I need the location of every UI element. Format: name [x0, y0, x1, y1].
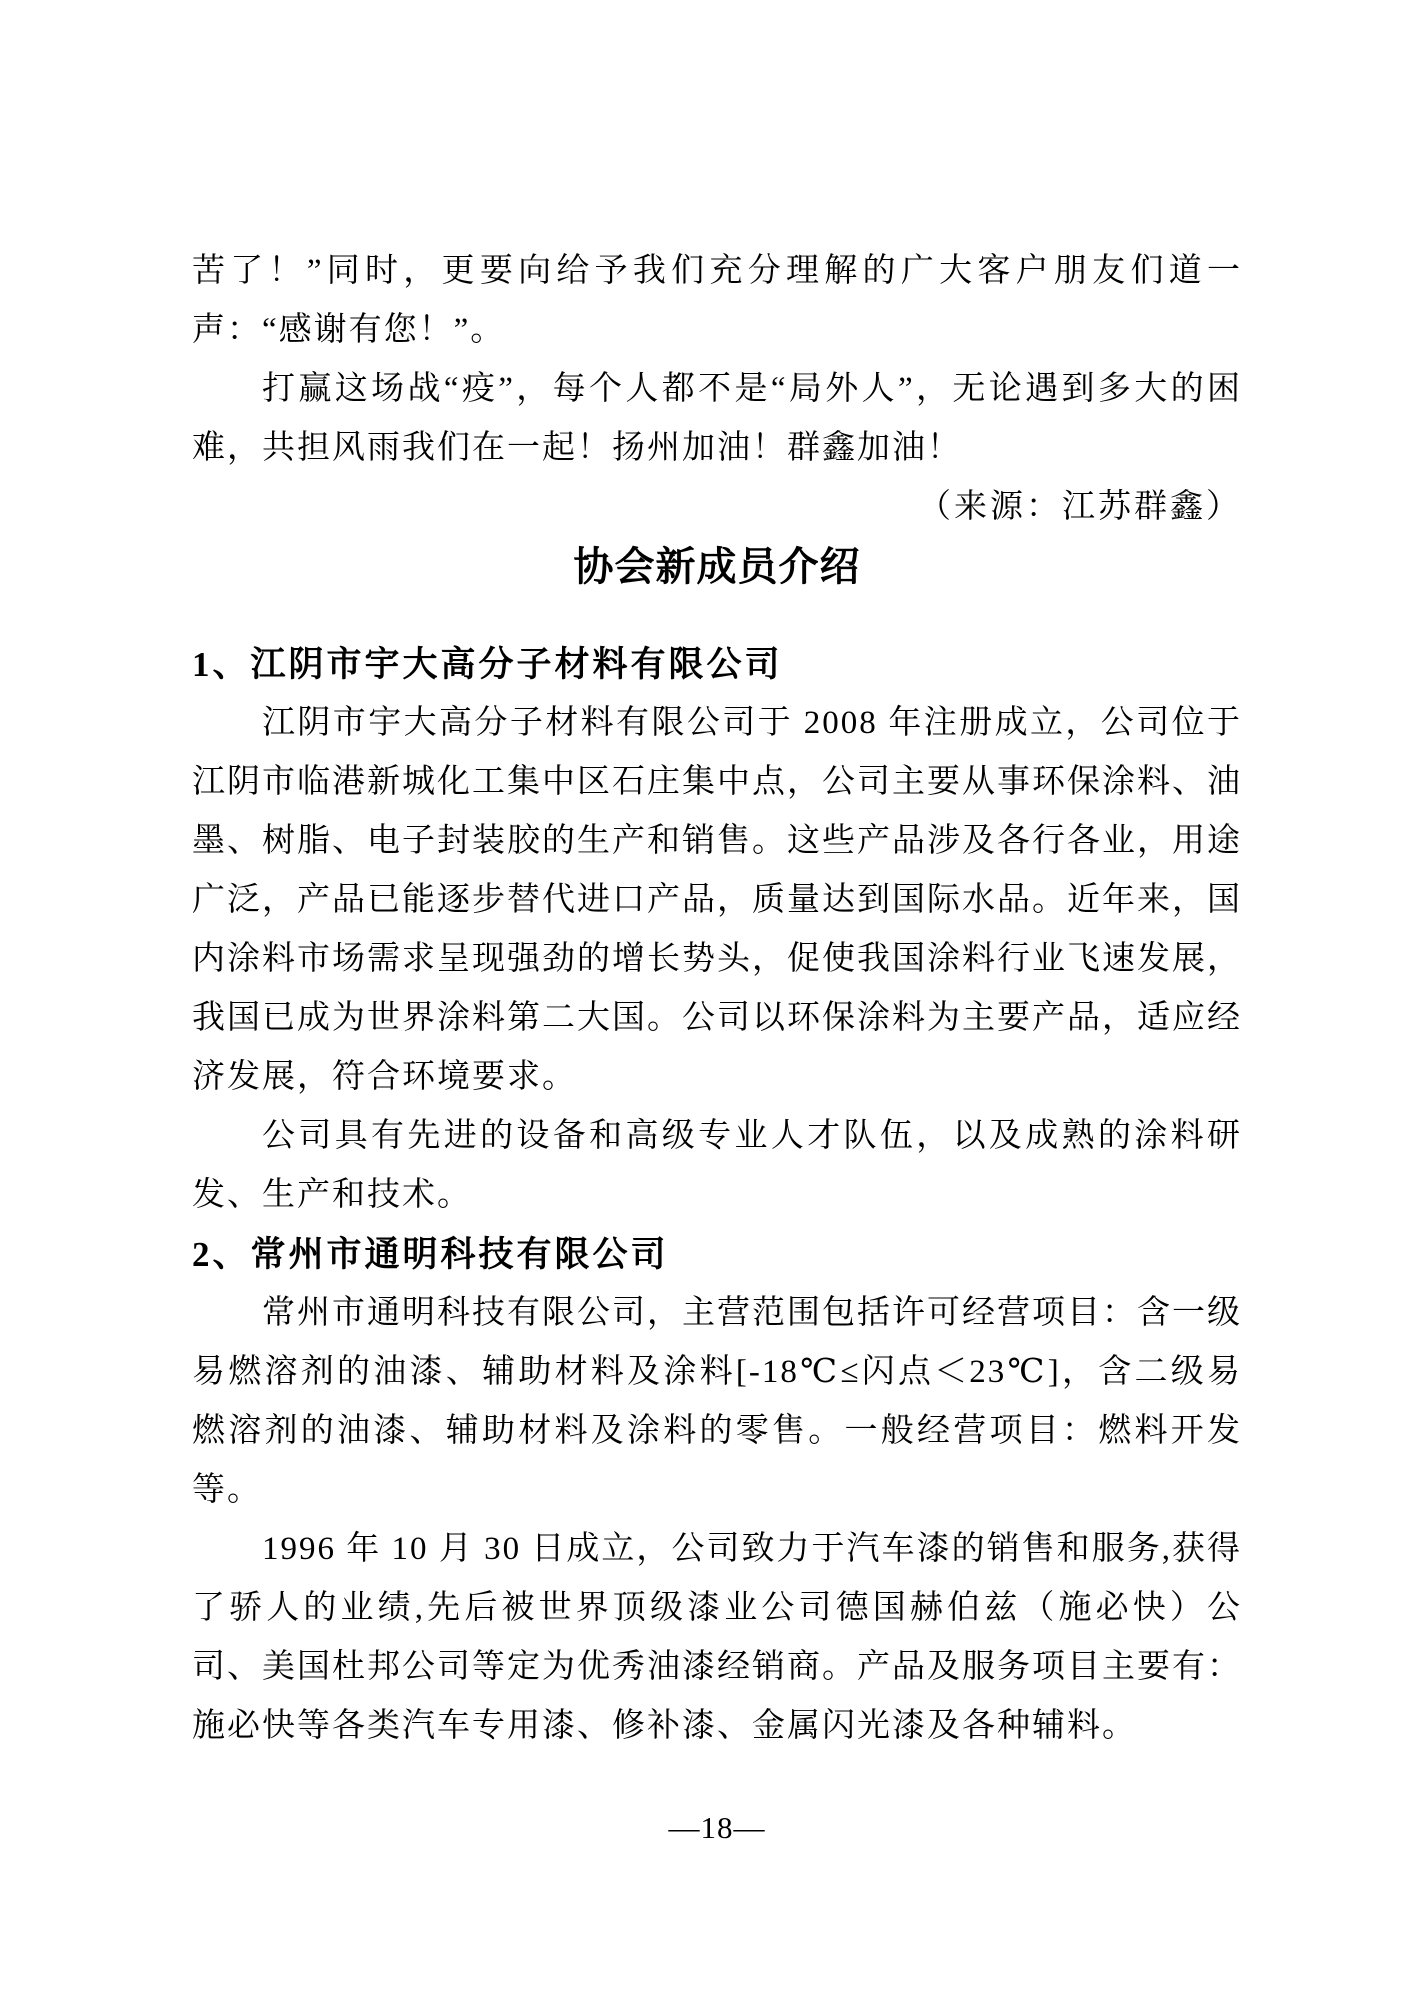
company1-paragraph-2: 公司具有先进的设备和高级专业人才队伍，以及成熟的涂料研发、生产和技术。 [192, 1118, 1242, 1213]
company1-heading: 1、江阴市宇大高分子材料有限公司 [192, 645, 783, 684]
section-title: 协会新成员介绍 [573, 544, 861, 589]
page-number: —18— [668, 1810, 766, 1845]
company2-paragraph-2: 1996 年 10 月 30 日成立，公司致力于汽车漆的销售和服务,获得了骄人的业绩,先后被世界顶级漆业公司德国赫伯兹（施必快）公司、美国杜邦公司等定为优秀油漆经销商。产品及服务项目主要有：施必快等各类汽车专用漆、修补漆、金属闪光漆及各种辅料。 [192, 1531, 1242, 1744]
company2-paragraph-1: 常州市通明科技有限公司，主营范围包括许可经营项目：含一级易燃溶剂的油漆、辅助材料及涂料[-18℃≤闪点＜23℃]，含二级易燃溶剂的油漆、辅助材料及涂料的零售。一般经营项目：燃料开发等。 [192, 1295, 1242, 1508]
document-content [192, 242, 1242, 1756]
company2-heading: 2、常州市通明科技有限公司 [192, 1235, 669, 1274]
fight-paragraph: 打赢这场战“疫”，每个人都不是“局外人”，无论遇到多大的困难，共担风雨我们在一起！扬州加油！群鑫加油！ [192, 371, 1242, 466]
source-attribution: （来源：江苏群鑫） [918, 489, 1242, 525]
company1-paragraph-1: 江阴市宇大高分子材料有限公司于 2008 年注册成立，公司位于江阴市临港新城化工集中区石庄集中点，公司主要从事环保涂料、油墨、树脂、电子封装胶的生产和销售。这些产品涉及各行各业，用途广泛，产品已能逐步替代进口产品，质量达到国际水品。近年来，国内涂料市场需求呈现强劲的增长势头，促使我国涂料行业飞速发展，我国已成为世界涂料第二大国。公司以环保涂料为主要产品，适应经济发展，符合环境要求。 [192, 705, 1242, 1095]
continuation-paragraph: 苦了！”同时，更要向给予我们充分理解的广大客户朋友们道一声：“感谢有您！”。 [192, 253, 1242, 348]
